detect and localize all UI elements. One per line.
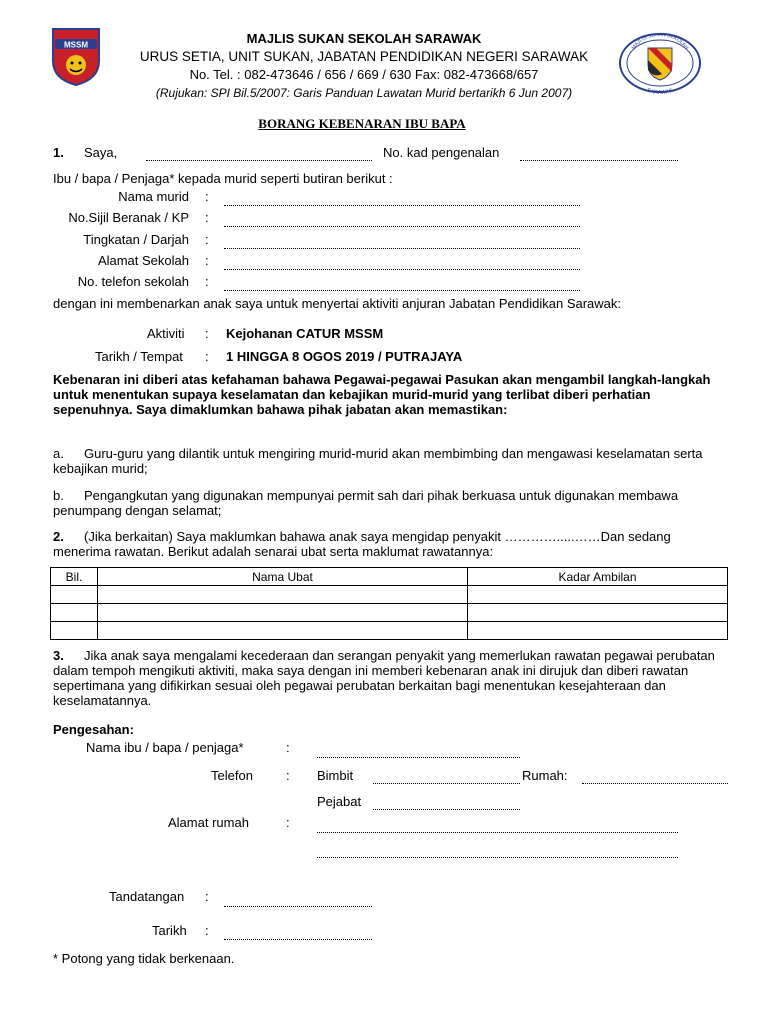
- table-cell[interactable]: [51, 604, 98, 622]
- signature-colon: :: [205, 889, 209, 904]
- field-colon: :: [205, 274, 209, 289]
- field-label-nama-murid: Nama murid: [118, 189, 189, 204]
- mssm-logo-text: MSSM: [64, 40, 88, 50]
- item-a-content: Guru-guru yang dilantik untuk mengiring murid-murid akan membimbing dan mengawasi keselamatan serta kebajikan murid;: [53, 446, 703, 476]
- field-label-telefon-sekolah: No. telefon sekolah: [77, 274, 189, 289]
- table-cell[interactable]: [98, 586, 468, 604]
- section-3-content: Jika anak saya mengalami kecederaan dan serangan penyakit yang memerlukan rawatan pegawai perubatan dalam tempoh mengikuti aktiviti, maka saya dengan ini memberi kebenaran anak ini dirujuk dan diberi rawatan sepertimana yang difikirkan sesuai oleh pegawai perubatan berkaitan bagi menentukan kesejahteraan dan keselamatannya.: [53, 648, 715, 708]
- activity-value: Kejohanan CATUR MSSM: [226, 326, 384, 341]
- table-cell[interactable]: [98, 622, 468, 640]
- assurance-paragraph: Kebenaran ini diberi atas kefahaman bahawa Pegawai-pegawai Pasukan akan mengambil langkah-langkah untuk menentukan supaya keselamatan dan kebajikan murid-murid yang terlibat diberi perhatian sepenuhnya. Saya dimaklumkan bahawa pihak jabatan akan memastikan:: [53, 372, 711, 417]
- field-label-alamat-sekolah: Alamat Sekolah: [97, 253, 189, 268]
- col-nama-ubat: Nama Ubat: [98, 568, 468, 586]
- medication-table: [50, 567, 728, 640]
- pejabat-line[interactable]: [373, 809, 520, 810]
- date-line[interactable]: [224, 939, 372, 940]
- intro-text: Ibu / bapa / Penjaga* kepada murid seperti butiran berikut :: [53, 171, 393, 186]
- parent-name-label: Nama ibu / bapa / penjaga*: [86, 740, 244, 755]
- logo-text-bottom: SARAWAK: [646, 87, 674, 94]
- parent-name-colon: :: [286, 740, 290, 755]
- telefon-sekolah-line[interactable]: [224, 290, 580, 291]
- consent-text: dengan ini membenarkan anak saya untuk menyertai aktiviti anjuran Jabatan Pendidikan Sarawak:: [53, 296, 622, 311]
- date-label: Tarikh: [152, 923, 187, 938]
- table-cell[interactable]: [468, 622, 728, 640]
- mssm-logo: [51, 27, 101, 87]
- ic-line[interactable]: [520, 160, 678, 161]
- name-line[interactable]: [146, 160, 372, 161]
- table-cell[interactable]: [468, 586, 728, 604]
- alamat-sekolah-line[interactable]: [224, 269, 580, 270]
- pengesahan-heading: Pengesahan:: [53, 722, 134, 737]
- table-header-row: [51, 568, 728, 586]
- dept-name: URUS SETIA, UNIT SUKAN, JABATAN PENDIDIKAN NEGERI SARAWAK: [139, 49, 589, 64]
- col-bil: Bil.: [51, 568, 98, 586]
- field-colon: :: [205, 210, 209, 225]
- date-place-label: Tarikh / Tempat: [95, 349, 183, 364]
- item-b-label: b.: [53, 488, 64, 503]
- section-2-text-b: menerima rawatan. Berikut adalah senarai ubat serta maklumat rawatannya:: [53, 544, 494, 559]
- pejabat-label: Pejabat: [317, 794, 362, 809]
- phone-label: Telefon: [211, 768, 253, 783]
- activity-colon: :: [205, 326, 209, 341]
- nama-murid-line[interactable]: [224, 205, 580, 206]
- address-label: Alamat rumah: [168, 815, 249, 830]
- signature-label: Tandatangan: [109, 889, 185, 904]
- table-cell[interactable]: [468, 604, 728, 622]
- address-colon: :: [286, 815, 290, 830]
- date-colon: :: [205, 923, 209, 938]
- section-1-number: 1.: [53, 145, 64, 160]
- page-title: BORANG KEBENARAN IBU BAPA: [258, 116, 466, 131]
- saya-label: Saya,: [84, 145, 118, 160]
- rumah-label: Rumah:: [522, 768, 568, 783]
- phone-colon: :: [286, 768, 290, 783]
- table-cell[interactable]: [51, 586, 98, 604]
- reference: (Rujukan: SPI Bil.5/2007: Garis Panduan Lawatan Murid bertarikh 6 Jun 2007): [155, 86, 573, 100]
- item-b-text: [53, 488, 723, 518]
- address-line-2[interactable]: [317, 857, 678, 858]
- col-kadar-ambilan: Kadar Ambilan: [468, 568, 728, 586]
- activity-label: Aktiviti: [147, 326, 185, 341]
- parent-name-line[interactable]: [317, 757, 520, 758]
- table-row: [51, 604, 728, 622]
- date-place-colon: :: [205, 349, 209, 364]
- field-colon: :: [205, 189, 209, 204]
- ic-label: No. kad pengenalan: [383, 145, 500, 160]
- signature-line[interactable]: [224, 906, 372, 907]
- footnote: * Potong yang tidak berkenaan.: [53, 951, 235, 966]
- sijil-line[interactable]: [224, 226, 580, 227]
- rumah-line[interactable]: [582, 783, 728, 784]
- item-a-text: [53, 446, 721, 476]
- section-2-text-a: (Jika berkaitan) Saya maklumkan bahawa anak saya mengidap penyakit ………….....……Dan sedang: [84, 529, 671, 544]
- table-row: [51, 586, 728, 604]
- bimbit-label: Bimbit: [317, 768, 354, 783]
- field-label-sijil: No.Sijil Beranak / KP: [68, 210, 189, 225]
- bimbit-line[interactable]: [373, 783, 520, 784]
- table-row: [51, 622, 728, 640]
- item-b-content: Pengangkutan yang digunakan mempunyai permit sah dari pihak berkuasa untuk digunakan membawa penumpang dengan selamat;: [53, 488, 679, 518]
- address-line-1[interactable]: [317, 832, 678, 833]
- item-a-label: a.: [53, 446, 64, 461]
- sarawak-sports-logo: [618, 32, 702, 94]
- section-2-number: 2.: [53, 529, 64, 544]
- section-3-text: [53, 648, 719, 708]
- contact-info: No. Tel. : 082-473646 / 656 / 669 / 630 Fax: 082-473668/657: [189, 67, 539, 82]
- date-place-value: 1 HINGGA 8 OGOS 2019 / PUTRAJAYA: [226, 349, 463, 364]
- field-label-tingkatan: Tingkatan / Darjah: [83, 232, 189, 247]
- org-name: MAJLIS SUKAN SEKOLAH SARAWAK: [246, 31, 482, 46]
- field-colon: :: [205, 232, 209, 247]
- table-cell[interactable]: [98, 604, 468, 622]
- table-cell[interactable]: [51, 622, 98, 640]
- field-colon: :: [205, 253, 209, 268]
- logo-text-top: MAJLIS SUKAN SEKOLAH: [630, 32, 690, 51]
- tingkatan-line[interactable]: [224, 248, 580, 249]
- section-3-number: 3.: [53, 648, 64, 663]
